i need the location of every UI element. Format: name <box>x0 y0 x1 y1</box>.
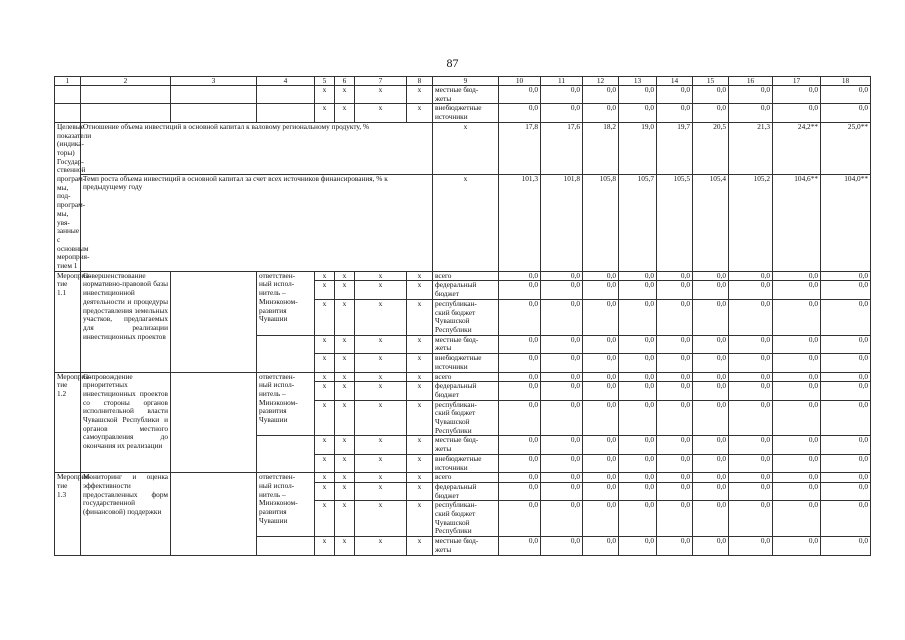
value-cell: 0,0 <box>821 400 871 436</box>
value-cell: 0,0 <box>619 473 657 483</box>
value-cell: 0,0 <box>729 482 773 500</box>
funding-source: всего <box>433 372 499 382</box>
column-number: 12 <box>583 77 619 86</box>
value-cell: 0,0 <box>821 354 871 372</box>
value-cell: 104,6** <box>773 174 821 271</box>
mark-cell: x <box>433 122 499 174</box>
value-cell: 0,0 <box>821 372 871 382</box>
value-cell: 0,0 <box>657 473 693 483</box>
value-cell: 0,0 <box>821 86 871 104</box>
funding-source: республикан- ский бюджет Чувашской Республики <box>433 501 499 537</box>
mark-cell: x <box>355 372 407 382</box>
activity-label: Мероприя- тие 1.2 <box>55 372 81 473</box>
column-number: 3 <box>171 77 257 86</box>
mark-cell: x <box>335 299 355 335</box>
value-cell: 0,0 <box>499 299 541 335</box>
column-number: 13 <box>619 77 657 86</box>
value-cell: 0,0 <box>499 400 541 436</box>
value-cell: 0,0 <box>729 281 773 299</box>
empty-cell <box>171 271 257 372</box>
mark-cell: x <box>335 537 355 555</box>
mark-cell: x <box>355 354 407 372</box>
value-cell: 17,8 <box>499 122 541 174</box>
value-cell: 0,0 <box>773 382 821 400</box>
value-cell: 0,0 <box>693 473 729 483</box>
value-cell: 0,0 <box>821 281 871 299</box>
mark-cell: x <box>407 299 433 335</box>
value-cell: 21,3 <box>729 122 773 174</box>
value-cell: 0,0 <box>729 537 773 555</box>
funding-source: республикан- ский бюджет Чувашской Республики <box>433 299 499 335</box>
value-cell: 0,0 <box>583 104 619 122</box>
value-cell: 0,0 <box>773 86 821 104</box>
indicator-name: Темп роста объема инвестиций в основной капитал за счет всех источников финансирования, % к предыдущему году <box>81 174 433 271</box>
value-cell: 0,0 <box>657 537 693 555</box>
empty-cell <box>257 537 315 555</box>
mark-cell: x <box>335 335 355 353</box>
activity-label: Мероприя- тие 1.1 <box>55 271 81 372</box>
mark-cell: x <box>335 482 355 500</box>
value-cell: 0,0 <box>657 104 693 122</box>
value-cell: 0,0 <box>619 501 657 537</box>
value-cell: 0,0 <box>773 354 821 372</box>
mark-cell: x <box>335 400 355 436</box>
value-cell: 0,0 <box>657 271 693 281</box>
value-cell: 0,0 <box>657 454 693 472</box>
value-cell: 0,0 <box>583 354 619 372</box>
mark-cell: x <box>355 400 407 436</box>
value-cell: 0,0 <box>773 271 821 281</box>
funding-source: всего <box>433 271 499 281</box>
mark-cell: x <box>407 281 433 299</box>
value-cell: 0,0 <box>583 281 619 299</box>
value-cell: 0,0 <box>729 271 773 281</box>
value-cell: 20,5 <box>693 122 729 174</box>
mark-cell: x <box>407 454 433 472</box>
mark-cell: x <box>335 436 355 454</box>
value-cell: 105,4 <box>693 174 729 271</box>
value-cell: 0,0 <box>583 299 619 335</box>
value-cell: 0,0 <box>499 104 541 122</box>
mark-cell: x <box>315 473 335 483</box>
value-cell: 0,0 <box>619 382 657 400</box>
funding-source: федеральный бюджет <box>433 382 499 400</box>
mark-cell: x <box>407 382 433 400</box>
value-cell: 0,0 <box>541 382 583 400</box>
mark-cell: x <box>315 354 335 372</box>
funding-source: внебюджетные источники <box>433 104 499 122</box>
value-cell: 0,0 <box>499 454 541 472</box>
value-cell: 0,0 <box>821 436 871 454</box>
value-cell: 0,0 <box>657 354 693 372</box>
value-cell: 0,0 <box>821 299 871 335</box>
empty-cell <box>257 335 315 372</box>
value-cell: 0,0 <box>619 400 657 436</box>
value-cell: 0,0 <box>541 299 583 335</box>
value-cell: 104,0** <box>821 174 871 271</box>
empty-cell <box>171 86 257 104</box>
value-cell: 0,0 <box>583 271 619 281</box>
column-number: 10 <box>499 77 541 86</box>
column-number: 16 <box>729 77 773 86</box>
mark-cell: x <box>335 382 355 400</box>
mark-cell: x <box>315 335 335 353</box>
column-number: 14 <box>657 77 693 86</box>
value-cell: 0,0 <box>773 501 821 537</box>
value-cell: 0,0 <box>541 454 583 472</box>
value-cell: 18,2 <box>583 122 619 174</box>
mark-cell: x <box>315 299 335 335</box>
value-cell: 0,0 <box>499 372 541 382</box>
mark-cell: x <box>315 372 335 382</box>
value-cell: 0,0 <box>541 281 583 299</box>
mark-cell: x <box>355 86 407 104</box>
empty-cell <box>257 104 315 122</box>
value-cell: 0,0 <box>583 537 619 555</box>
value-cell: 0,0 <box>729 86 773 104</box>
indicator-row <box>55 174 871 271</box>
value-cell: 0,0 <box>693 501 729 537</box>
value-cell: 0,0 <box>657 482 693 500</box>
value-cell: 0,0 <box>773 473 821 483</box>
value-cell: 0,0 <box>583 372 619 382</box>
indicator-row <box>55 122 871 174</box>
empty-cell <box>81 104 171 122</box>
mark-cell: x <box>407 501 433 537</box>
funding-source: местные бюд- жеты <box>433 537 499 555</box>
value-cell: 0,0 <box>541 436 583 454</box>
mark-cell: x <box>315 281 335 299</box>
mark-cell: x <box>355 382 407 400</box>
value-cell: 0,0 <box>821 501 871 537</box>
value-cell: 0,0 <box>657 436 693 454</box>
value-cell: 0,0 <box>693 354 729 372</box>
funding-source: федеральный бюджет <box>433 482 499 500</box>
value-cell: 0,0 <box>499 482 541 500</box>
empty-cell <box>171 372 257 473</box>
mark-cell: x <box>407 436 433 454</box>
mark-cell: x <box>407 335 433 353</box>
mark-cell: x <box>335 372 355 382</box>
column-number: 9 <box>433 77 499 86</box>
value-cell: 0,0 <box>583 482 619 500</box>
value-cell: 0,0 <box>541 501 583 537</box>
value-cell: 105,2 <box>729 174 773 271</box>
indicator-name: Отношение объема инвестиций в основной капитал к валовому региональному продукту, % <box>81 122 433 174</box>
mark-cell: x <box>335 501 355 537</box>
activity-executor: ответствен- ный испол- нитель – Минэконом- развития Чувашии <box>257 271 315 335</box>
value-cell: 0,0 <box>541 354 583 372</box>
mark-cell: x <box>315 436 335 454</box>
value-cell: 0,0 <box>657 372 693 382</box>
page-number: 87 <box>446 56 459 70</box>
activity-row <box>55 473 871 483</box>
empty-cell <box>257 436 315 473</box>
value-cell: 0,0 <box>821 537 871 555</box>
mark-cell: x <box>407 473 433 483</box>
funding-source: республикан- ский бюджет Чувашской Республики <box>433 400 499 436</box>
funding-source: федеральный бюджет <box>433 281 499 299</box>
funding-source: местные бюд- жеты <box>433 86 499 104</box>
mark-cell: x <box>335 86 355 104</box>
value-cell: 0,0 <box>693 299 729 335</box>
mark-cell: x <box>315 501 335 537</box>
value-cell: 0,0 <box>821 104 871 122</box>
column-number: 2 <box>81 77 171 86</box>
value-cell: 0,0 <box>821 335 871 353</box>
value-cell: 0,0 <box>821 271 871 281</box>
value-cell: 0,0 <box>693 86 729 104</box>
value-cell: 0,0 <box>583 454 619 472</box>
value-cell: 0,0 <box>773 482 821 500</box>
value-cell: 0,0 <box>619 354 657 372</box>
value-cell: 0,0 <box>821 454 871 472</box>
value-cell: 0,0 <box>773 454 821 472</box>
value-cell: 0,0 <box>499 473 541 483</box>
value-cell: 0,0 <box>729 436 773 454</box>
value-cell: 0,0 <box>729 335 773 353</box>
activity-label: Мероприя- тие 1.3 <box>55 473 81 555</box>
value-cell: 0,0 <box>541 482 583 500</box>
value-cell: 0,0 <box>657 281 693 299</box>
value-cell: 0,0 <box>499 271 541 281</box>
value-cell: 0,0 <box>729 400 773 436</box>
column-number: 17 <box>773 77 821 86</box>
mark-cell: x <box>315 382 335 400</box>
value-cell: 0,0 <box>773 537 821 555</box>
mark-cell: x <box>315 454 335 472</box>
column-number: 18 <box>821 77 871 86</box>
mark-cell: x <box>335 104 355 122</box>
value-cell: 0,0 <box>541 400 583 436</box>
value-cell: 0,0 <box>499 354 541 372</box>
value-cell: 0,0 <box>657 335 693 353</box>
activity-name: Совершенствование нормативно-правовой базы инвестиционной деятельности и процедуры предоставления земельных участков, предлагаемых для реализации инвестиционных проектов <box>81 271 171 372</box>
value-cell: 0,0 <box>773 372 821 382</box>
value-cell: 0,0 <box>657 299 693 335</box>
value-cell: 105,8 <box>583 174 619 271</box>
empty-cell <box>55 86 81 104</box>
value-cell: 101,3 <box>499 174 541 271</box>
value-cell: 0,0 <box>693 482 729 500</box>
value-cell: 0,0 <box>773 335 821 353</box>
value-cell: 0,0 <box>583 382 619 400</box>
value-cell: 0,0 <box>541 104 583 122</box>
mark-cell: x <box>355 335 407 353</box>
mark-cell: x <box>335 271 355 281</box>
value-cell: 0,0 <box>773 104 821 122</box>
mark-cell: x <box>335 454 355 472</box>
value-cell: 0,0 <box>693 454 729 472</box>
value-cell: 0,0 <box>619 281 657 299</box>
indicators-label: Целевые показатели (индика- торы) Государ- ственной програм- мы, под- програм- мы, увя- занные с основным мероприя- тием 1 <box>55 122 81 271</box>
value-cell: 0,0 <box>729 354 773 372</box>
value-cell: 0,0 <box>619 104 657 122</box>
column-number: 8 <box>407 77 433 86</box>
value-cell: 101,8 <box>541 174 583 271</box>
column-number: 7 <box>355 77 407 86</box>
value-cell: 0,0 <box>583 86 619 104</box>
mark-cell: x <box>315 482 335 500</box>
value-cell: 0,0 <box>619 372 657 382</box>
value-cell: 0,0 <box>499 335 541 353</box>
mark-cell: x <box>315 400 335 436</box>
value-cell: 0,0 <box>619 271 657 281</box>
value-cell: 0,0 <box>619 537 657 555</box>
value-cell: 0,0 <box>657 382 693 400</box>
activity-name: Мониторинг и оценка эффективности предоставленных форм государственной (финансовой) поддержки <box>81 473 171 555</box>
funding-source: внебюджетные источники <box>433 354 499 372</box>
mark-cell: x <box>315 86 335 104</box>
value-cell: 0,0 <box>499 281 541 299</box>
value-cell: 0,0 <box>693 271 729 281</box>
value-cell: 0,0 <box>499 501 541 537</box>
value-cell: 24,2** <box>773 122 821 174</box>
value-cell: 0,0 <box>773 299 821 335</box>
value-cell: 0,0 <box>693 104 729 122</box>
mark-cell: x <box>407 104 433 122</box>
column-number: 1 <box>55 77 81 86</box>
value-cell: 0,0 <box>693 537 729 555</box>
mark-cell: x <box>355 104 407 122</box>
value-cell: 19,7 <box>657 122 693 174</box>
value-cell: 0,0 <box>729 372 773 382</box>
value-cell: 0,0 <box>693 400 729 436</box>
mark-cell: x <box>335 281 355 299</box>
value-cell: 0,0 <box>499 436 541 454</box>
activity-executor: ответствен- ный испол- нитель – Минэконом- развития Чувашии <box>257 473 315 537</box>
value-cell: 0,0 <box>619 335 657 353</box>
value-cell: 0,0 <box>583 335 619 353</box>
funding-source: всего <box>433 473 499 483</box>
empty-cell <box>171 104 257 122</box>
column-number: 4 <box>257 77 315 86</box>
value-cell: 0,0 <box>499 86 541 104</box>
value-cell: 0,0 <box>657 501 693 537</box>
column-number: 15 <box>693 77 729 86</box>
mark-cell: x <box>355 281 407 299</box>
mark-cell: x <box>407 400 433 436</box>
mark-cell: x <box>433 174 499 271</box>
mark-cell: x <box>355 299 407 335</box>
value-cell: 19,0 <box>619 122 657 174</box>
mark-cell: x <box>407 372 433 382</box>
value-cell: 0,0 <box>541 372 583 382</box>
value-cell: 0,0 <box>693 281 729 299</box>
funding-source: местные бюд- жеты <box>433 335 499 353</box>
value-cell: 0,0 <box>583 473 619 483</box>
value-cell: 0,0 <box>619 299 657 335</box>
empty-cell <box>257 86 315 104</box>
column-number: 5 <box>315 77 335 86</box>
continued-row <box>55 104 871 122</box>
value-cell: 0,0 <box>773 400 821 436</box>
funding-source: внебюджетные источники <box>433 454 499 472</box>
value-cell: 0,0 <box>693 436 729 454</box>
value-cell: 105,7 <box>619 174 657 271</box>
value-cell: 0,0 <box>729 299 773 335</box>
value-cell: 0,0 <box>499 382 541 400</box>
value-cell: 0,0 <box>821 482 871 500</box>
value-cell: 0,0 <box>619 86 657 104</box>
value-cell: 0,0 <box>619 482 657 500</box>
value-cell: 0,0 <box>773 436 821 454</box>
mark-cell: x <box>355 482 407 500</box>
value-cell: 25,0** <box>821 122 871 174</box>
empty-cell <box>171 473 257 555</box>
mark-cell: x <box>407 482 433 500</box>
value-cell: 0,0 <box>541 271 583 281</box>
mark-cell: x <box>315 104 335 122</box>
mark-cell: x <box>315 271 335 281</box>
mark-cell: x <box>355 501 407 537</box>
activity-executor: ответствен- ный испол- нитель – Минэконом- развития Чувашии <box>257 372 315 436</box>
empty-cell <box>55 104 81 122</box>
value-cell: 0,0 <box>583 501 619 537</box>
mark-cell: x <box>407 354 433 372</box>
mark-cell: x <box>355 436 407 454</box>
value-cell: 0,0 <box>541 473 583 483</box>
value-cell: 0,0 <box>821 382 871 400</box>
value-cell: 0,0 <box>619 454 657 472</box>
value-cell: 0,0 <box>693 372 729 382</box>
value-cell: 105,5 <box>657 174 693 271</box>
value-cell: 0,0 <box>729 473 773 483</box>
value-cell: 0,0 <box>821 473 871 483</box>
value-cell: 0,0 <box>541 335 583 353</box>
value-cell: 0,0 <box>729 382 773 400</box>
value-cell: 0,0 <box>619 436 657 454</box>
column-number: 11 <box>541 77 583 86</box>
continued-row <box>55 86 871 104</box>
value-cell: 0,0 <box>729 454 773 472</box>
empty-cell <box>81 86 171 104</box>
mark-cell: x <box>335 473 355 483</box>
budget-table <box>54 76 871 556</box>
mark-cell: x <box>355 271 407 281</box>
mark-cell: x <box>355 473 407 483</box>
value-cell: 0,0 <box>729 104 773 122</box>
value-cell: 17,6 <box>541 122 583 174</box>
value-cell: 0,0 <box>583 436 619 454</box>
mark-cell: x <box>407 86 433 104</box>
activity-name: Сопровождение приоритетных инвестиционных проектов со стороны органов исполнительной власти Чувашской Республики и органов местного самоуправления до окончания их реализации <box>81 372 171 473</box>
value-cell: 0,0 <box>583 400 619 436</box>
value-cell: 0,0 <box>693 382 729 400</box>
value-cell: 0,0 <box>657 400 693 436</box>
value-cell: 0,0 <box>499 537 541 555</box>
mark-cell: x <box>315 537 335 555</box>
mark-cell: x <box>407 537 433 555</box>
value-cell: 0,0 <box>729 501 773 537</box>
value-cell: 0,0 <box>541 86 583 104</box>
column-number: 6 <box>335 77 355 86</box>
mark-cell: x <box>407 271 433 281</box>
value-cell: 0,0 <box>693 335 729 353</box>
value-cell: 0,0 <box>657 86 693 104</box>
value-cell: 0,0 <box>541 537 583 555</box>
funding-source: местные бюд- жеты <box>433 436 499 454</box>
mark-cell: x <box>355 454 407 472</box>
mark-cell: x <box>335 354 355 372</box>
value-cell: 0,0 <box>773 281 821 299</box>
mark-cell: x <box>355 537 407 555</box>
